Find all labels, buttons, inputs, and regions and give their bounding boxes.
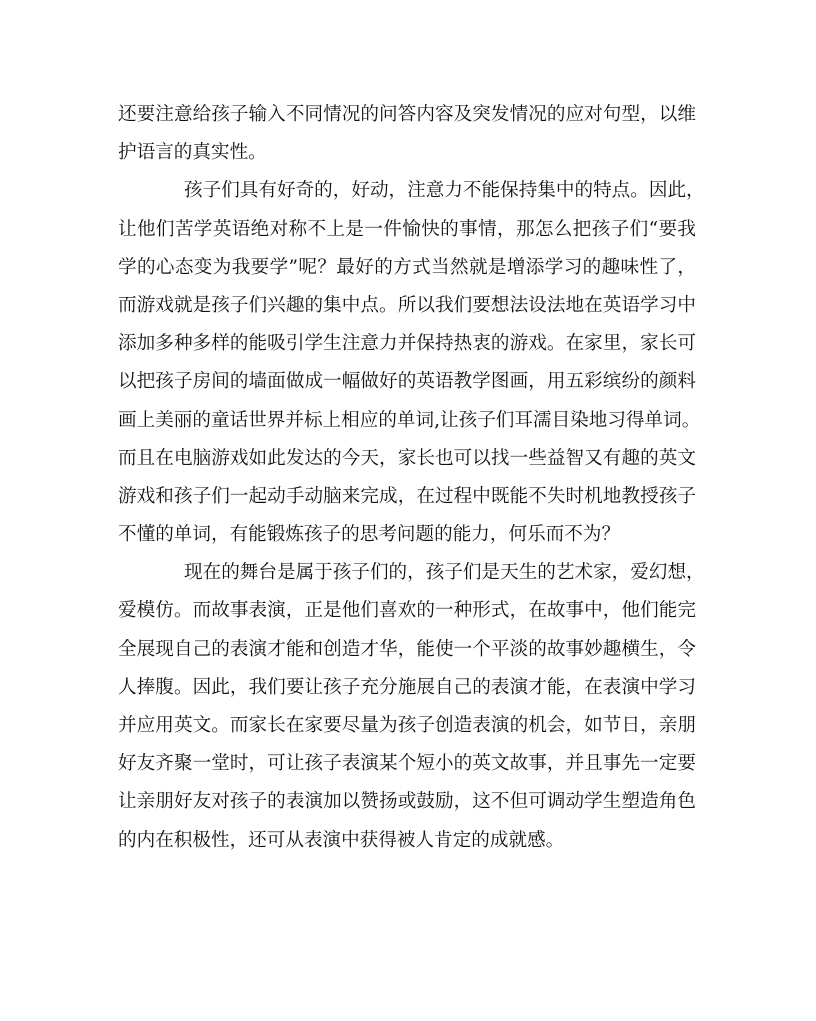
paragraph-line: 并应用英文。而家长在家要尽量为孩子创造表演的机会，如节日，亲朋 [118, 715, 696, 736]
paragraph-line: 人捧腹。因此，我们要让孩子充分施展自己的表演才能，在表演中学习 [118, 676, 696, 698]
paragraph-line: 爱模仿。而故事表演，正是他们喜欢的一种形式，在故事中，他们能完 [118, 600, 696, 622]
paragraph-line: 游戏和孩子们一起动手动脑来完成，在过程中既能不失时机地教授孩子 [118, 485, 696, 507]
paragraph-line: 以把孩子房间的墙面做成一幅做好的英语教学图画，用五彩缤纷的颜料 [118, 371, 696, 393]
paragraph-line: 护语言的真实性。 [118, 142, 267, 164]
paragraph-line: 让他们苦学英语绝对称不上是一件愉快的事情，那怎么把孩子们“要我 [118, 218, 696, 240]
paragraph-line: 现在的舞台是属于孩子们的，孩子们是天生的艺术家，爱幻想， [184, 562, 705, 584]
paragraph-line: 学的心态变为我要学”呢？最好的方式当然就是增添学习的趣味性了， [118, 256, 696, 278]
paragraph-line: 添加多种多样的能吸引学生注意力并保持热衷的游戏。在家里，家长可 [118, 333, 696, 355]
paragraph-2 [118, 172, 705, 554]
paragraph-line: 的内在积极性，还可从表演中获得被人肯定的成就感。 [118, 829, 565, 851]
paragraph-line: 全展现自己的表演才能和创造才华，能使一个平淡的故事妙趣横生，令 [118, 638, 696, 660]
paragraph-line: 还要注意给孩子输入不同情况的问答内容及突发情况的应对句型，以维 [118, 104, 696, 125]
paragraph-1 [118, 96, 696, 172]
paragraph-line: 画上美丽的童话世界并标上相应的单词,让孩子们耳濡目染地习得单词。 [118, 409, 701, 431]
paragraph-line: 而游戏就是孩子们兴趣的集中点。所以我们要想法设法地在英语学习中 [118, 294, 696, 316]
paragraph-line: 好友齐聚一堂时，可让孩子表演某个短小的英文故事，并且事先一定要 [118, 753, 696, 775]
paragraph-line: 不懂的单词，有能锻炼孩子的思考问题的能力，何乐而不为？ [118, 524, 621, 546]
paragraph-3 [118, 554, 705, 860]
body-text [118, 96, 705, 860]
paragraph-line: 让亲朋好友对孩子的表演加以赞扬或鼓励，这不但可调动学生塑造角色 [118, 791, 696, 813]
paragraph-line: 而且在电脑游戏如此发达的今天，家长也可以找一些益智又有趣的英文 [118, 447, 696, 469]
paragraph-line: 孩子们具有好奇的，好动，注意力不能保持集中的特点。因此， [184, 180, 705, 202]
